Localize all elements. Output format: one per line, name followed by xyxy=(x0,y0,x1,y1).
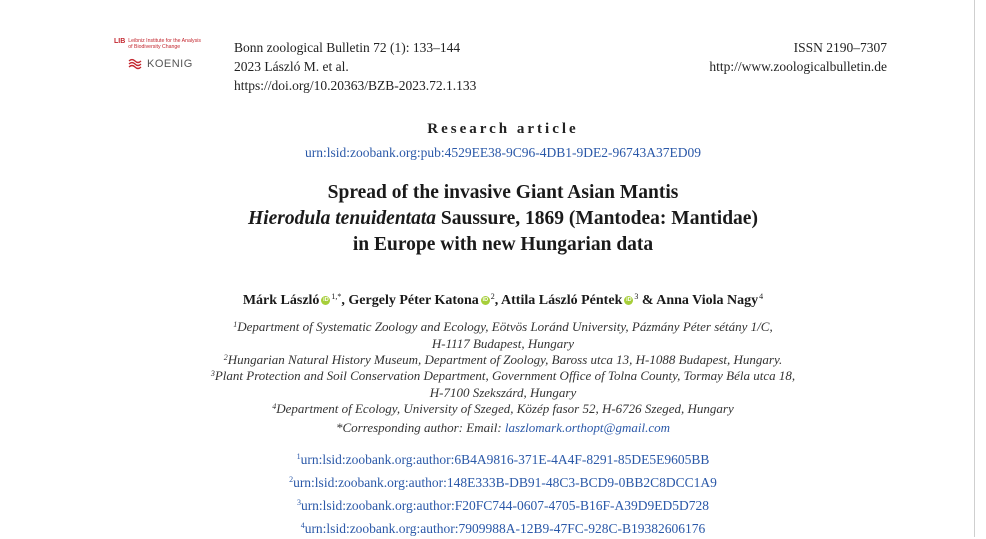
publisher-logo xyxy=(114,38,214,84)
author-name: Attila László Péntek xyxy=(501,293,623,308)
affiliation-3: $^3$Plant Protection and Soil Conservation Department, Government Office of Tolna County, Tormay Béla utca 18, H-7100 Szekszárd, Hungary xyxy=(210,368,796,400)
koenig-logo-text: KOENIG xyxy=(147,58,193,70)
affiliation-1: $^1$Department of Systematic Zoology and Ecology, Eötvös Loránd University, Pázmány Péter sétány 1/C, H-1117 Budapest, Hungary xyxy=(233,319,773,351)
author-name: Márk László xyxy=(242,293,320,308)
lsid-link[interactable]: $^2$urn:lsid:zoobank.org:author:148E333B-DB91-48C3-BCD9-0BB2C8DCC1A9 xyxy=(289,475,717,490)
zoobank-pub-link[interactable]: urn:lsid:zoobank.org:pub:4529EE38-9C96-4DB1-9DE2-96743A37ED09 xyxy=(304,145,702,160)
article-title: Spread of the invasive Giant Asian Mantis Hierodula tenuidentata Saussure, 1869 (Mantodea: Mantidae) in Europe with new Hungarian data xyxy=(248,182,758,255)
year-author: 2023 László M. et al. xyxy=(234,59,349,74)
orcid-icon[interactable]: iD xyxy=(482,297,489,303)
website-link[interactable]: http://www.zoologicalbulletin.de xyxy=(709,59,887,74)
lib-logo-mark: LIB xyxy=(114,38,126,45)
author-lsid-list xyxy=(150,447,856,539)
orcid-icon[interactable]: iD xyxy=(323,297,329,303)
corresponding-author: *Corresponding author: Email: laszlomark.orthopt@gmail.com xyxy=(336,420,670,435)
lib-logo-text: Leibniz Institute for the Analysis of Biodiversity Change xyxy=(128,38,201,50)
lsid-link[interactable]: $^1$urn:lsid:zoobank.org:author:6B4A9816-371E-4A4F-8291-85DE5E9605BB xyxy=(296,452,710,467)
article-type: Research article xyxy=(427,121,579,137)
author-name: Anna Viola Nagy xyxy=(656,293,759,308)
affiliation-4: $^4$Department of Ecology, University of Szeged, Közép fasor 52, H-6726 Szeged, Hungary xyxy=(272,401,734,416)
orcid-icon[interactable]: iD xyxy=(626,297,632,303)
doi-link[interactable]: https://doi.org/10.20363/BZB-2023.72.1.133 xyxy=(234,78,477,93)
species-name: Hierodula tenuidentata xyxy=(248,208,437,229)
journal-issn-block xyxy=(709,38,887,76)
journal-citation-block xyxy=(234,38,476,95)
lsid-link[interactable]: $^3$urn:lsid:zoobank.org:author:F20FC744-0607-4705-B16F-A39D9ED5D728 xyxy=(296,498,710,513)
lsid-link[interactable]: $^4$urn:lsid:zoobank.org:author:7909988A-12B9-47FC-928C-B19382606176 xyxy=(300,521,706,536)
issn: ISSN 2190–7307 xyxy=(793,40,887,55)
author-name: Gergely Péter Katona xyxy=(348,293,479,308)
page-edge-divider xyxy=(974,0,975,537)
journal-name: Bonn zoological Bulletin 72 (1): 133–144 xyxy=(234,40,461,55)
author-list: Márk László iD $^{1,*}$, Gergely Péter Katona iD $^2$, Attila László Péntek iD $^3$ & Anna Viola Nagy$^4$ xyxy=(242,292,764,308)
email-link[interactable]: laszlomark.orthopt@gmail.com xyxy=(504,420,670,435)
koenig-wave-icon xyxy=(128,58,144,70)
affiliation-2: $^2$Hungarian Natural History Museum, Department of Zoology, Baross utca 13, H-1088 Budapest, Hungary. xyxy=(223,352,783,367)
